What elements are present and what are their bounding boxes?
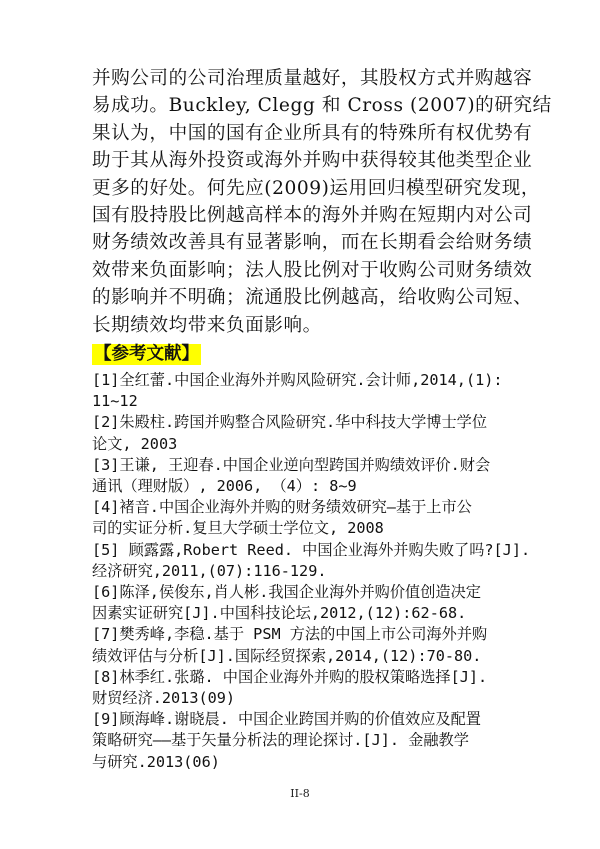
page-number: II-8 (290, 787, 310, 800)
reference-line: [9]顾海峰.谢晓晨. 中国企业跨国并购的价值效应及配置 (92, 710, 481, 729)
reference-line: [7]樊秀峰,李稳.基于 PSM 方法的中国上市公司海外并购 (92, 625, 488, 644)
body-line: 效带来负面影响；法人股比例对于收购公司财务绩效 (92, 259, 533, 281)
body-line: 更多的好处。何先应(2009)运用回归模型研究发现， (92, 177, 541, 199)
reference-line: 财贸经济.2013(09) (92, 689, 236, 708)
reference-line: 经济研究,2011,(07):116-129. (92, 561, 327, 580)
body-line: 果认为，中国的国有企业所具有的特殊所有权优势有 (92, 122, 533, 144)
body-line: 的影响并不明确；流通股比例越高，给收购公司短、 (92, 287, 533, 309)
reference-line: 策略研究——基于矢量分析法的理论探讨.[J]. 金融教学 (92, 731, 469, 750)
reference-line: [6]陈泽,侯俊东,肖人彬.我国企业海外并购价值创造决定 (92, 583, 481, 602)
reference-line: [8]林季红.张璐. 中国企业海外并购的股权策略选择[J]. (92, 667, 488, 686)
reference-line: 绩效评估与分析[J].国际经贸探索,2014,(12):70-80. (92, 646, 482, 665)
reference-line: [4]褚音.中国企业海外并购的财务绩效研究—基于上市公 (92, 498, 472, 517)
references-heading: 【参考文献】 (94, 344, 199, 364)
reference-line: [3]王谦, 王迎春.中国企业逆向型跨国并购绩效评价.财会 (92, 455, 491, 474)
reference-line: 因素实证研究[J].中国科技论坛,2012,(12):62-68. (92, 604, 467, 623)
reference-line: 11~12 (92, 392, 138, 411)
reference-line: 通讯（理财版）, 2006, （4）: 8~9 (92, 477, 357, 496)
reference-line: 司的实证分析.复旦大学硕士学位文, 2008 (92, 519, 384, 538)
reference-line: [2]朱殿柱.跨国并购整合风险研究.华中科技大学博士学位 (92, 413, 488, 432)
body-line: 易成功。Buckley, Clegg 和 Cross (2007)的研究结 (92, 95, 552, 117)
body-line: 并购公司的公司治理质量越好，其股权方式并购越容 (92, 68, 533, 89)
body-line: 助于其从海外投资或海外并购中获得较其他类型企业 (92, 150, 533, 172)
reference-line: [1]全红蕾.中国企业海外并购风险研究.会计师,2014,(1): (92, 371, 503, 389)
body-line: 长期绩效均带来负面影响。 (92, 314, 322, 336)
reference-line: [5] 顾露露,Robert Reed. 中国企业海外并购失败了吗?[J]. (92, 540, 531, 559)
body-line: 财务绩效改善具有显著影响，而在长期看会给财务绩 (92, 232, 533, 254)
reference-line: 论文, 2003 (92, 434, 178, 453)
reference-line: 与研究.2013(06) (92, 752, 220, 771)
references-list (92, 370, 532, 773)
body-line: 国有股持股比例越高样本的海外并购在短期内对公司 (92, 205, 533, 227)
body-paragraph (92, 65, 552, 339)
